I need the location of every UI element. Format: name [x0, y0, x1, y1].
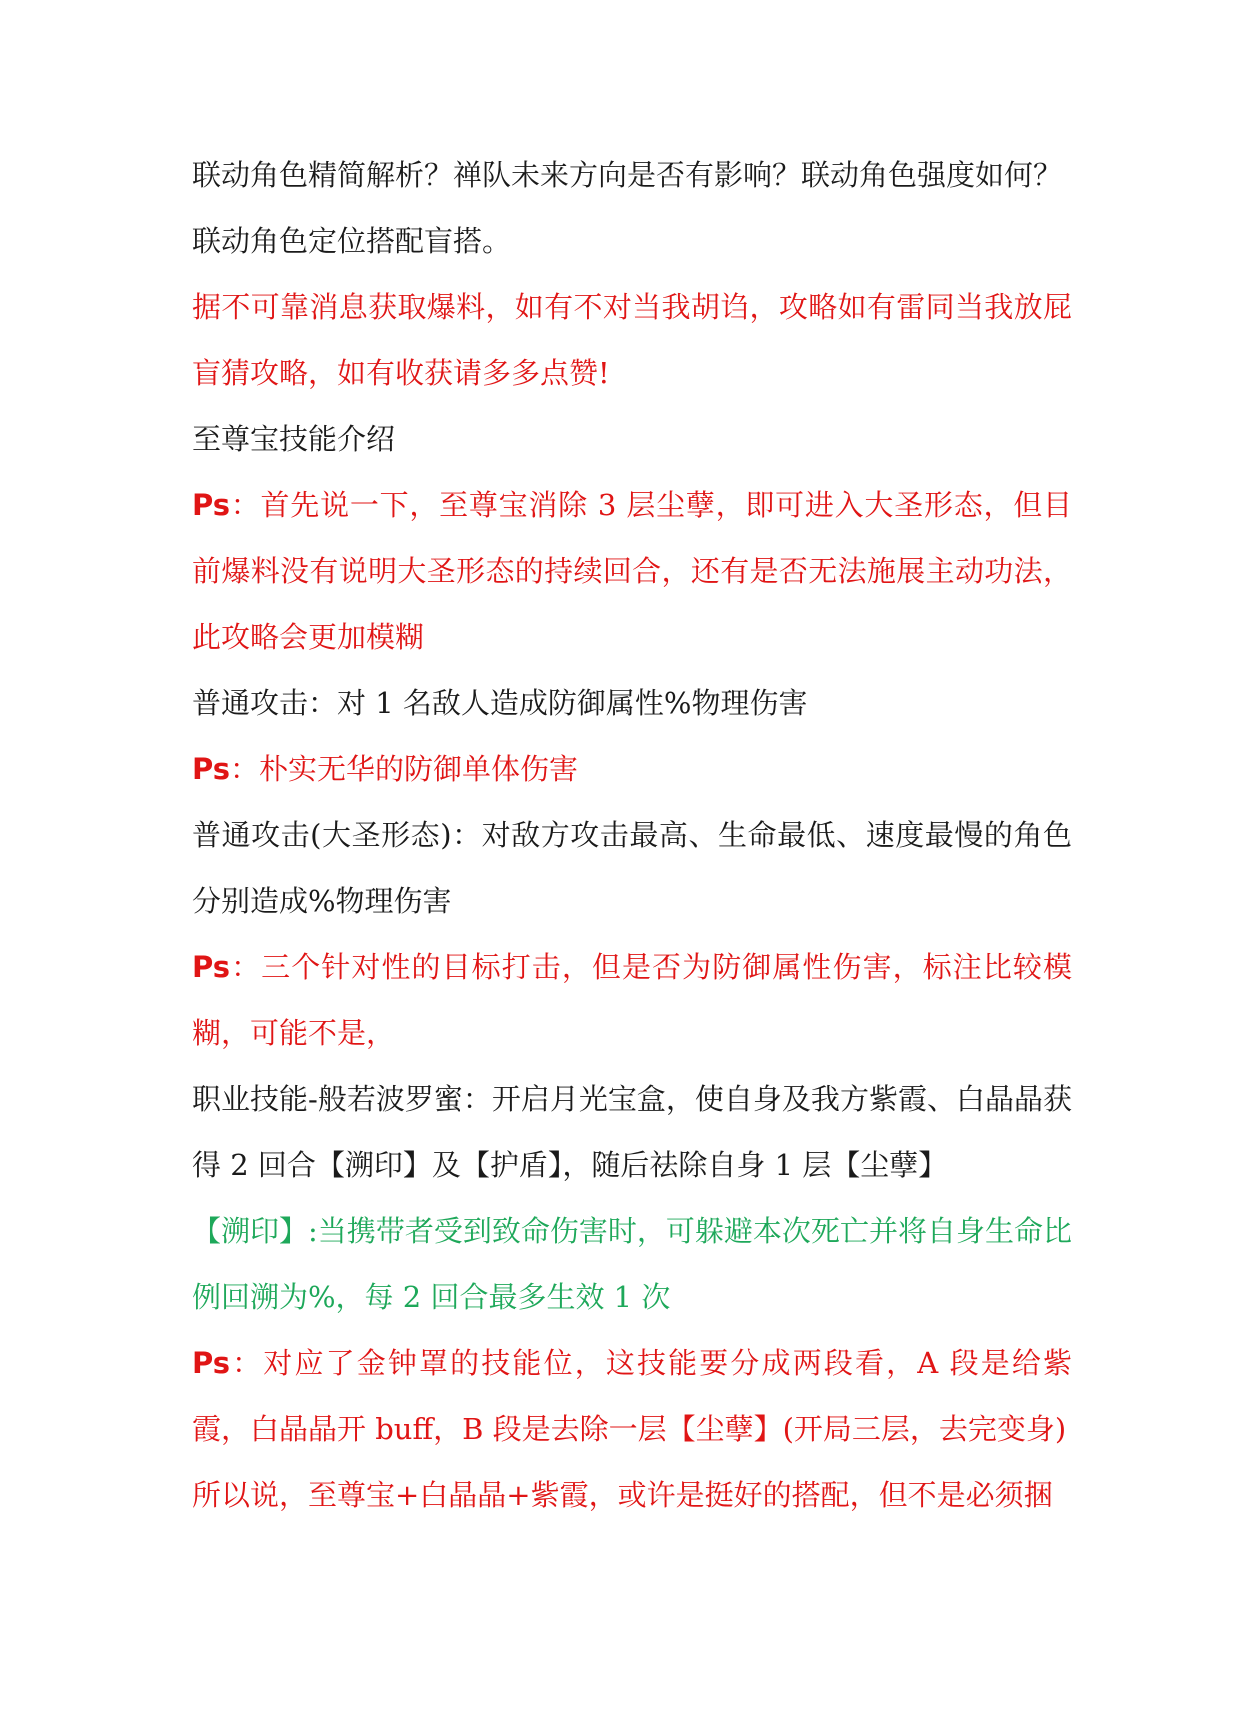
paragraph-text: ：对应了金钟罩的技能位，这技能要分成两段看，A 段是给紫霞，白晶晶开 buff，B 段是去除一层【尘孽】(开局三层，去完变身)	[192, 1346, 1072, 1446]
paragraph-normal-attack	[192, 670, 1072, 736]
ps-label: Ps	[192, 488, 231, 522]
paragraph-text: 普通攻击(大圣形态)：对敌方攻击最高、生命最低、速度最慢的角色分别造成%物理伤害	[192, 818, 1072, 918]
paragraph-conclusion	[192, 1462, 1072, 1528]
paragraph-text: 至尊宝技能介绍	[192, 422, 396, 456]
ps-label: Ps	[192, 752, 231, 786]
paragraph-text: 普通攻击：对 1 名敌人造成防御属性%物理伤害	[192, 686, 808, 720]
section-heading-skills	[192, 406, 1072, 472]
paragraph-positioning	[192, 208, 1072, 274]
paragraph-text: 所以说，至尊宝+白晶晶+紫霞，或许是挺好的搭配，但不是必须捆	[192, 1478, 1053, 1512]
paragraph-suyin-effect	[192, 1198, 1072, 1330]
paragraph-text: 职业技能-般若波罗蜜：开启月光宝盒，使自身及我方紫霞、白晶晶获得 2 回合【溯印】及【护盾】，随后祛除自身 1 层【尘孽】	[192, 1082, 1072, 1182]
paragraph-text: 据不可靠消息获取爆料，如有不对当我胡诌，攻略如有雷同当我放屁盲猜攻略，如有收获请多多点赞!	[192, 290, 1072, 390]
paragraph-text: 【溯印】:当携带者受到致命伤害时，可躲避本次死亡并将自身生命比例回溯为%，每 2 回合最多生效 1 次	[192, 1214, 1072, 1314]
paragraph-text: ：首先说一下，至尊宝消除 3 层尘孽，即可进入大圣形态，但目前爆料没有说明大圣形态的持续回合，还有是否无法施展主动功法，此攻略会更加模糊	[192, 488, 1072, 654]
paragraph-text: 联动角色定位搭配盲搭。	[192, 224, 512, 258]
paragraph-text: 联动角色精简解析？禅队未来方向是否有影响？联动角色强度如何？	[192, 158, 1063, 192]
paragraph-ps-normal-attack	[192, 736, 1072, 802]
paragraph-class-skill	[192, 1066, 1072, 1198]
paragraph-disclaimer	[192, 274, 1072, 406]
paragraph-ps-class-skill	[192, 1330, 1072, 1462]
paragraph-text: ：三个针对性的目标打击，但是否为防御属性伤害，标注比较模糊，可能不是，	[192, 950, 1072, 1050]
paragraph-ps-dasheng	[192, 934, 1072, 1066]
paragraph-normal-attack-dasheng	[192, 802, 1072, 934]
paragraph-intro-questions	[192, 142, 1072, 208]
paragraph-text: ：朴实无华的防御单体伤害	[230, 752, 579, 786]
ps-label: Ps	[192, 950, 231, 984]
paragraph-ps-transform	[192, 472, 1072, 670]
ps-label: Ps	[192, 1346, 231, 1380]
document-body	[192, 142, 1072, 1528]
